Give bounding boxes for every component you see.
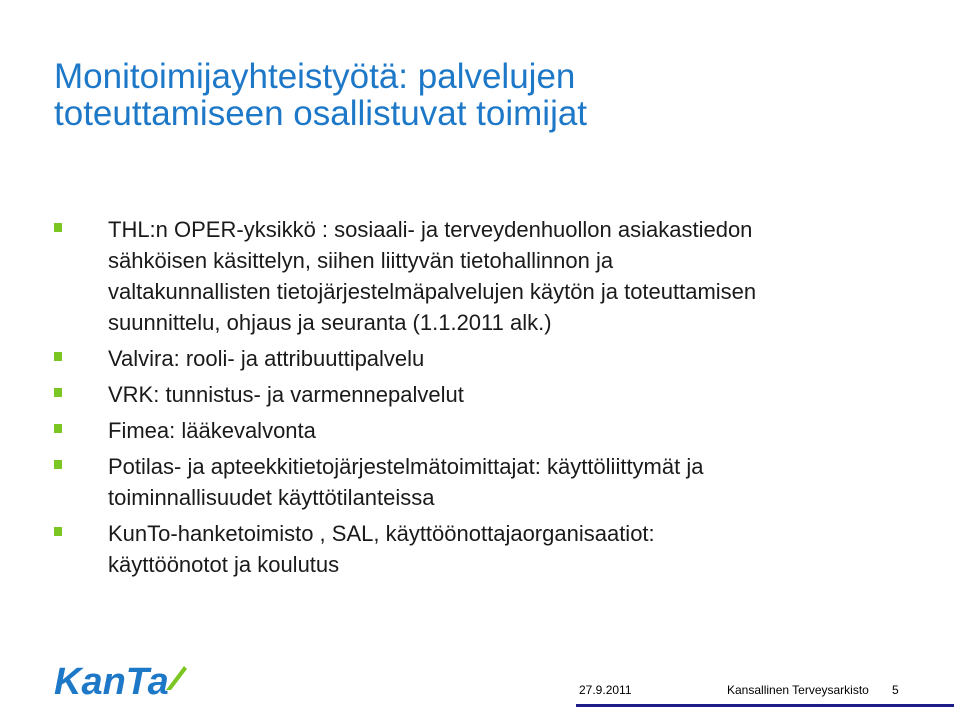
logo-accent-icon — [166, 666, 187, 690]
title-line-1: Monitoimijayhteistyötä: palvelujen — [54, 57, 576, 96]
bullet-line: THL:n OPER-yksikkö : sosiaali- ja terveydenhuollon asiakastiedon — [108, 217, 753, 242]
bullet-line: KunTo-hanketoimisto , SAL, käyttöönottajaorganisaatiot: — [108, 521, 655, 546]
bullet-item-vrk — [52, 379, 922, 410]
logo-text: KanTa — [54, 661, 169, 700]
bullet-line: sähköisen käsittelyn, siihen liittyvän tietohallinnon ja — [108, 248, 614, 273]
bullet-item-kunto — [52, 518, 922, 580]
title-line-2: toteuttamiseen osallistuvat toimijat — [54, 94, 588, 133]
slide-title — [54, 58, 914, 132]
bullet-line: valtakunnallisten tietojärjestelmäpalvelujen käytön ja toteuttamisen — [108, 279, 757, 304]
bullet-item-valvira — [52, 343, 922, 374]
kanta-logo-icon — [54, 660, 194, 700]
bullet-line: Fimea: lääkevalvonta — [108, 418, 316, 443]
bullet-item-thl — [52, 214, 922, 338]
kanta-logo — [54, 660, 194, 700]
bullet-item-fimea — [52, 415, 922, 446]
bullet-line: suunnittelu, ohjaus ja seuranta (1.1.2011 alk.) — [108, 310, 552, 335]
bullet-line: Valvira: rooli- ja attribuuttipalvelu — [108, 346, 425, 371]
bullet-item-suppliers — [52, 451, 922, 513]
bullet-square-icon — [54, 352, 62, 361]
footer-divider — [576, 704, 954, 707]
bullet-line: VRK: tunnistus- ja varmennepalvelut — [108, 382, 464, 407]
bullet-line: käyttöönotot ja koulutus — [108, 552, 340, 577]
footer-page-number: 5 — [892, 683, 899, 697]
footer-date: 27.9.2011 — [579, 683, 632, 697]
bullet-list — [52, 214, 922, 585]
bullet-square-icon — [54, 388, 62, 397]
bullet-square-icon — [54, 527, 62, 536]
bullet-square-icon — [54, 460, 62, 469]
footer-organization: Kansallinen Terveysarkisto — [727, 683, 869, 697]
bullet-line: toiminnallisuudet käyttötilanteissa — [108, 485, 435, 510]
bullet-square-icon — [54, 223, 62, 232]
bullet-square-icon — [54, 424, 62, 433]
bullet-line: Potilas- ja apteekkitietojärjestelmätoimittajat: käyttöliittymät ja — [108, 454, 704, 479]
